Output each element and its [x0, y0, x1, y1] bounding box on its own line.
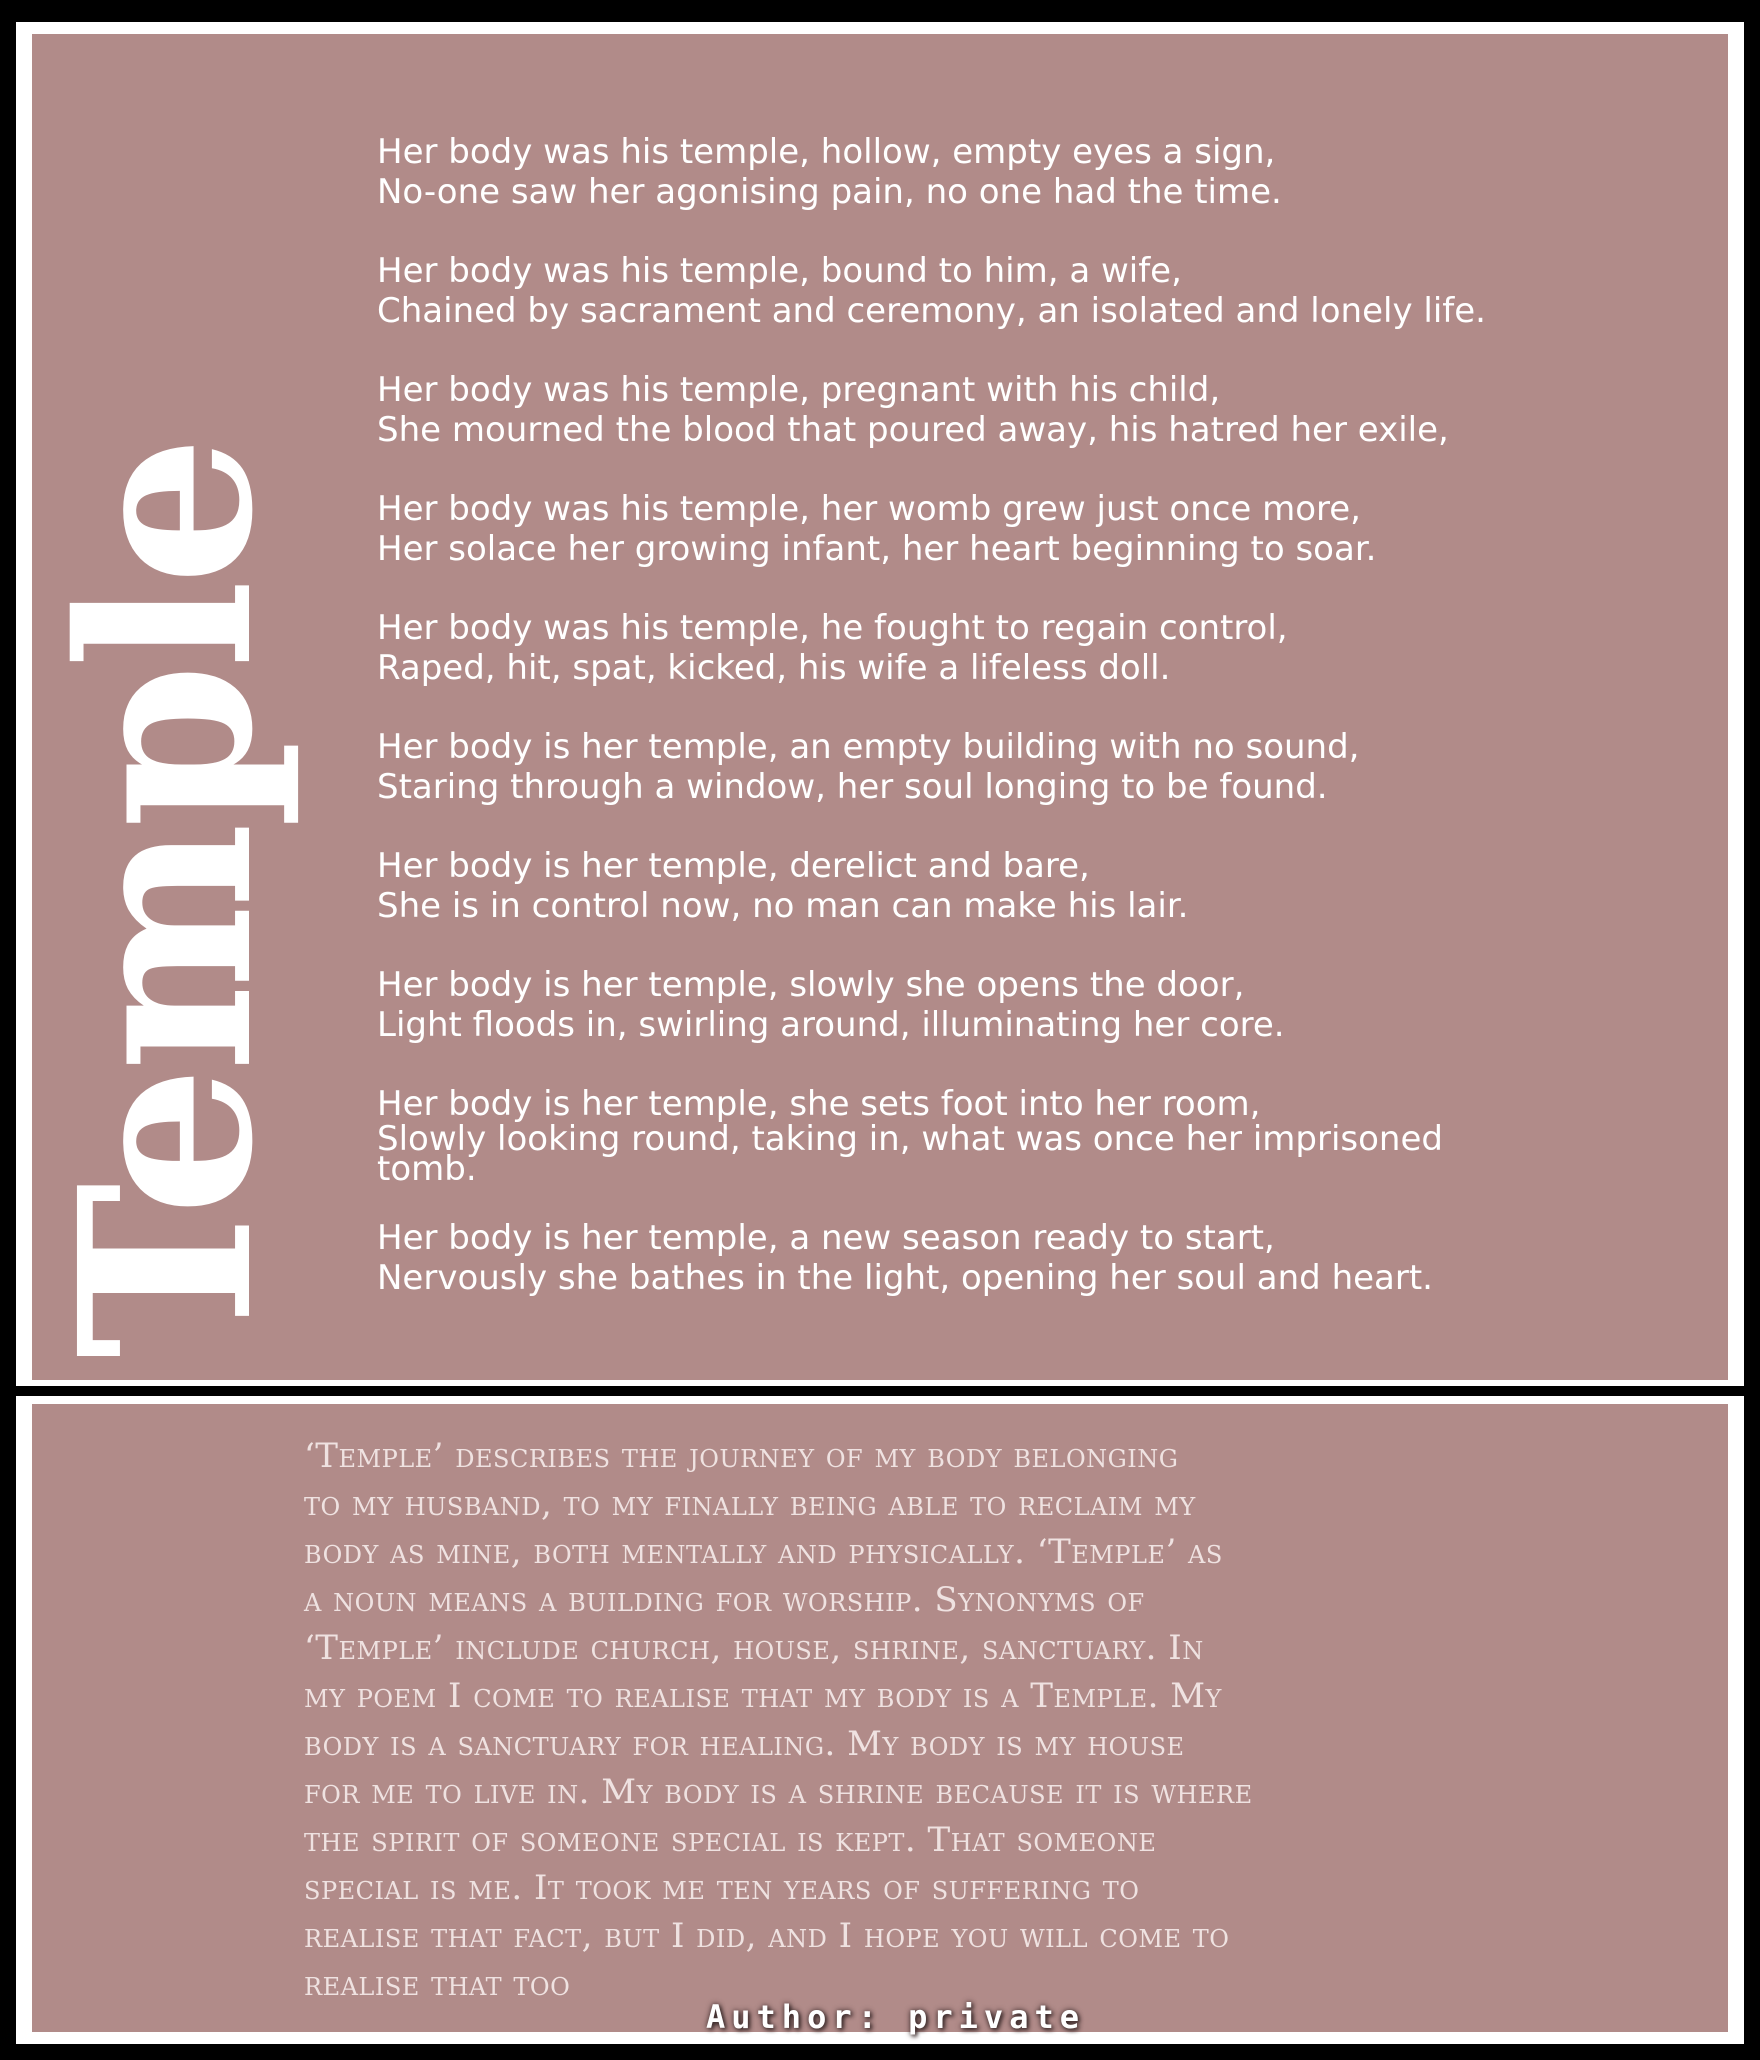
- stanza: [377, 608, 1657, 688]
- stanza: [377, 370, 1657, 450]
- description-line: realise that too: [304, 1964, 571, 2004]
- description-line: body as mine, both mentally and physically. ‘Temple’ as: [304, 1532, 1223, 1572]
- stanza: [377, 965, 1657, 1045]
- description-line: my poem I come to realise that my body is a Temple. My: [304, 1676, 1222, 1716]
- title-text: Temple: [27, 441, 305, 1359]
- description-line: realise that fact, but I did, and I hope you will come to: [304, 1916, 1230, 1956]
- description-line: the spirit of someone special is kept. That someone: [304, 1820, 1157, 1860]
- poem-line: Her body was his temple, bound to him, a wife,: [377, 251, 1182, 291]
- poem-line: Her body was his temple, hollow, empty eyes a sign,: [377, 132, 1276, 172]
- poem-line: Staring through a window, her soul longing to be found.: [377, 767, 1328, 807]
- poem-line: Slowly looking round, taking in, what was once her imprisoned tomb.: [377, 1119, 1443, 1189]
- description-line: ‘Temple’ describes the journey of my body belonging: [304, 1436, 1179, 1476]
- stanza: [377, 251, 1657, 331]
- poem-line: Her body was his temple, pregnant with his child,: [377, 370, 1221, 410]
- stanza: [377, 1084, 1657, 1189]
- stanza: [377, 1218, 1657, 1298]
- poem-line: Light floods in, swirling around, illuminating her core.: [377, 1005, 1285, 1045]
- poem-description: [304, 1432, 1504, 2008]
- stanza: [377, 727, 1657, 807]
- description-line: body is a sanctuary for healing. My body is my house: [304, 1724, 1185, 1764]
- poem-line: Her body is her temple, slowly she opens the door,: [377, 965, 1245, 1005]
- stanza: [377, 132, 1657, 212]
- description-line: for me to live in. My body is a shrine because it is where: [304, 1772, 1253, 1812]
- poem-line: Her solace her growing infant, her heart beginning to soar.: [377, 529, 1377, 569]
- author-credit: Author: private: [706, 1998, 1085, 2036]
- poem-line: Her body is her temple, derelict and bare,: [377, 846, 1090, 886]
- description-line: a noun means a building for worship. Synonyms of: [304, 1580, 1145, 1620]
- stanza: [377, 846, 1657, 926]
- description-line: to my husband, to my finally being able to reclaim my: [304, 1484, 1196, 1524]
- poem-line: She mourned the blood that poured away, his hatred her exile,: [377, 410, 1449, 450]
- poem-line: She is in control now, no man can make his lair.: [377, 886, 1189, 926]
- poem-line: Her body is her temple, an empty building with no sound,: [377, 727, 1360, 767]
- stanza: [377, 489, 1657, 569]
- poem-line: Her body was his temple, her womb grew just once more,: [377, 489, 1361, 529]
- poem-line: Nervously she bathes in the light, opening her soul and heart.: [377, 1258, 1433, 1298]
- poem-line: Chained by sacrament and ceremony, an isolated and lonely life.: [377, 291, 1486, 331]
- description-line: ‘Temple’ include church, house, shrine, sanctuary. In: [304, 1628, 1204, 1668]
- poem-line: Her body is her temple, she sets foot into her room,: [377, 1084, 1261, 1124]
- poem: [377, 132, 1657, 1337]
- poem-line: Her body is her temple, a new season ready to start,: [377, 1218, 1275, 1258]
- poem-line: No-one saw her agonising pain, no one had the time.: [377, 172, 1282, 212]
- poem-line: Her body was his temple, he fought to regain control,: [377, 608, 1288, 648]
- poem-line: Raped, hit, spat, kicked, his wife a lifeless doll.: [377, 648, 1171, 688]
- description-line: special is me. It took me ten years of suffering to: [304, 1868, 1140, 1908]
